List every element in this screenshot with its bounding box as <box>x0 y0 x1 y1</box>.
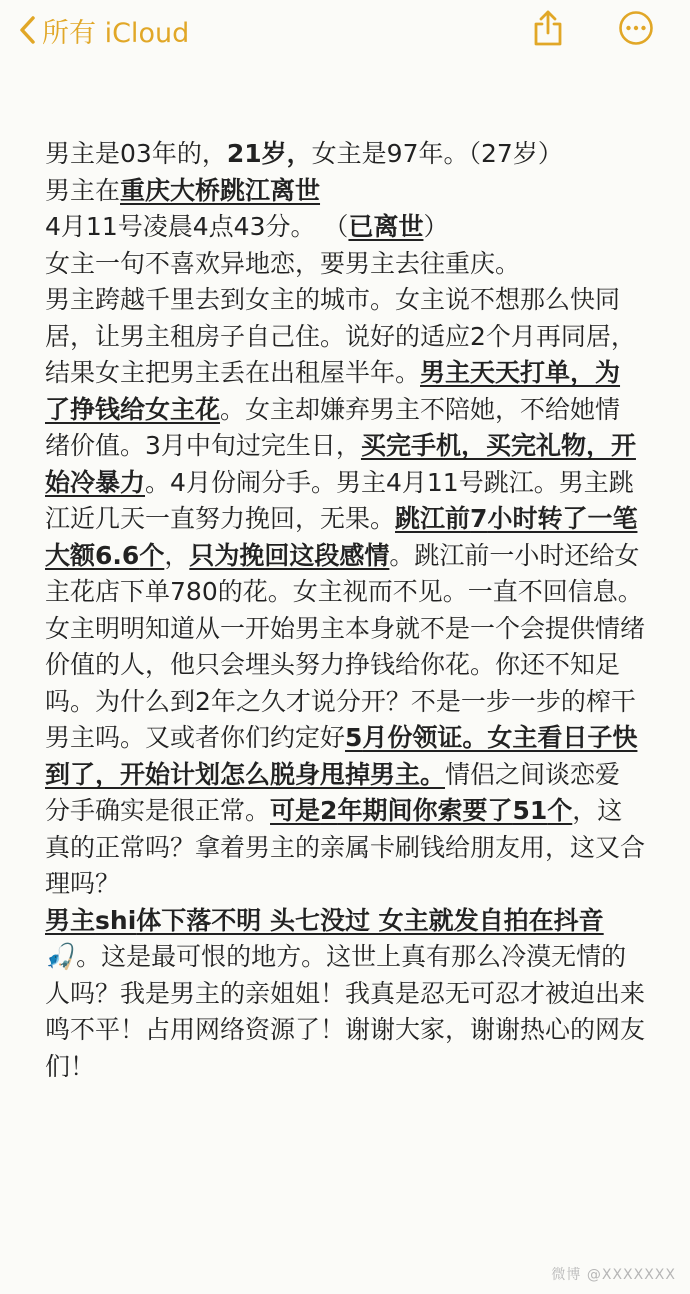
text-span: 岁） <box>512 139 563 168</box>
emphasis-span: 2 <box>320 796 338 825</box>
emphasis-span: 已离世 <box>348 212 424 241</box>
emphasis-span: 可是 <box>270 796 321 825</box>
text-span: 3 <box>145 431 161 460</box>
text-span: 03 <box>120 139 152 168</box>
note-line-3 <box>45 209 645 246</box>
text-span: 情侣之间谈恋爱分手确实是很正常。 <box>45 759 621 825</box>
text-span: 月 <box>401 467 427 497</box>
emphasis-span: 5 <box>345 723 363 752</box>
emphasis-span: 小时转了一笔大额 <box>45 504 638 570</box>
watermark: 微博 @XXXXXXX <box>551 1267 676 1283</box>
note-final-paragraph <box>45 903 645 1086</box>
note-body[interactable] <box>45 136 645 1085</box>
back-button[interactable] <box>18 10 189 50</box>
text-span: 的花。女主视而不见。一直不回信息。女主明明知道从一开始男主本身就不是一个会提供情绪价值的人，他只会埋头努力挣钱给你花。你还不知足吗。为什么到 <box>45 577 646 716</box>
emphasis-span: 男主天天打单，为了挣钱给女主花 <box>45 358 621 424</box>
text-span: 女主是 <box>311 139 387 168</box>
text-span: 男主在 <box>45 175 121 205</box>
text-span: 男主是 <box>45 139 121 168</box>
note-paragraph <box>45 282 645 903</box>
emphasis-span: 个 <box>139 540 165 570</box>
emphasis-span: 个 <box>547 796 573 825</box>
text-span: 年。（ <box>418 139 481 168</box>
text-span: 号跳江。男主跳江近几天一直努力挽回，无果。 <box>45 467 634 533</box>
text-span: 11 <box>85 212 118 241</box>
text-span: 2 <box>470 321 486 351</box>
text-span: 。 <box>145 467 171 497</box>
more-options-button[interactable] <box>616 8 656 52</box>
text-span: 43 <box>233 212 266 241</box>
emphasis-span: shi <box>95 905 137 935</box>
note-line-2 <box>45 173 645 210</box>
text-span: 11 <box>426 467 459 497</box>
text-span: 27 <box>481 139 513 168</box>
text-span: 97 <box>386 139 419 168</box>
top-navigation-bar <box>0 0 690 64</box>
emphasis-span: 男主 <box>45 905 96 935</box>
text-span: 年的， <box>151 139 227 168</box>
share-button[interactable] <box>528 8 568 52</box>
text-span: 4 <box>192 212 209 241</box>
emphasis-span: 年期间你索要了 <box>337 796 513 825</box>
text-span: 。跳江前一小时还给女主花店下单 <box>45 540 640 606</box>
back-button-label: 所有 iCloud <box>42 17 190 49</box>
emphasis-span: 重庆大桥跳江离世 <box>120 175 321 205</box>
emphasis-span: 月份领证。女主看日子快到了，开始计划怎么脱身甩掉男主。 <box>45 723 638 789</box>
emphasis-span: 体下落不明 头七没过 女主就发自拍在抖音 <box>136 905 604 935</box>
text-span: 月份闹分手。男主 <box>185 467 386 497</box>
text-span: 4 <box>385 467 402 497</box>
text-span: 个月再同居，结果女主把男主丢在出租屋半年。 <box>45 321 636 387</box>
text-span: ，这真的正常吗？拿着男主的亲属卡刷钱给朋友用，这又合理吗？ <box>45 796 646 898</box>
note-line-4: 女主一句不喜欢异地恋，要男主去往重庆。 <box>45 248 521 278</box>
text-span: 。这是最可恨的地方。这世上真有那么冷漠无情的人吗？我是男主的亲姐姐！我真是忍无可忍才被迫出来鸣不平！占用网络资源了！谢谢大家，谢谢热心的网友们！ <box>45 942 646 1081</box>
text-span: 月 <box>60 212 86 241</box>
chevron-left-icon <box>18 15 36 45</box>
emphasis-span: 只为挽回这段感情 <box>189 540 390 570</box>
text-span: 年之久才说分开？不是一步一步的榨干男主吗。又或者你们约定好 <box>45 686 636 752</box>
more-icon <box>617 9 655 51</box>
text-span: 4 <box>170 467 186 497</box>
fishing-pole-icon: 🎣 <box>45 942 77 971</box>
text-span: 号凌晨 <box>117 212 193 241</box>
emphasis-span: 买完手机，买完礼物，开始冷暴力 <box>45 431 636 497</box>
share-icon <box>531 9 565 51</box>
bold-span: 21 <box>226 139 262 168</box>
text-span: 4 <box>45 212 61 241</box>
text-span: 男主跨越千里去到女主的城市。女主说不想那么快同居，让男主租房子自己住。说好的适应 <box>45 285 621 351</box>
emphasis-span: 跳江前 <box>395 504 471 533</box>
text-span: 2 <box>195 686 211 716</box>
text-span: 。女主却嫌弃男主不陪她，不给她情绪价值。 <box>45 394 621 460</box>
emphasis-span: 51 <box>512 796 548 825</box>
text-span: 780 <box>170 577 218 606</box>
text-span: 分。 （ <box>265 212 349 241</box>
emphasis-span: 7 <box>470 504 488 533</box>
text-span: ） <box>423 212 449 241</box>
emphasis-span: 6.6 <box>95 540 140 570</box>
text-span: 点 <box>208 212 234 241</box>
note-line-1 <box>45 136 645 173</box>
text-span: ， <box>164 540 190 570</box>
text-span: 月中旬过完生日， <box>160 431 361 460</box>
bold-span: 岁， <box>261 139 312 168</box>
